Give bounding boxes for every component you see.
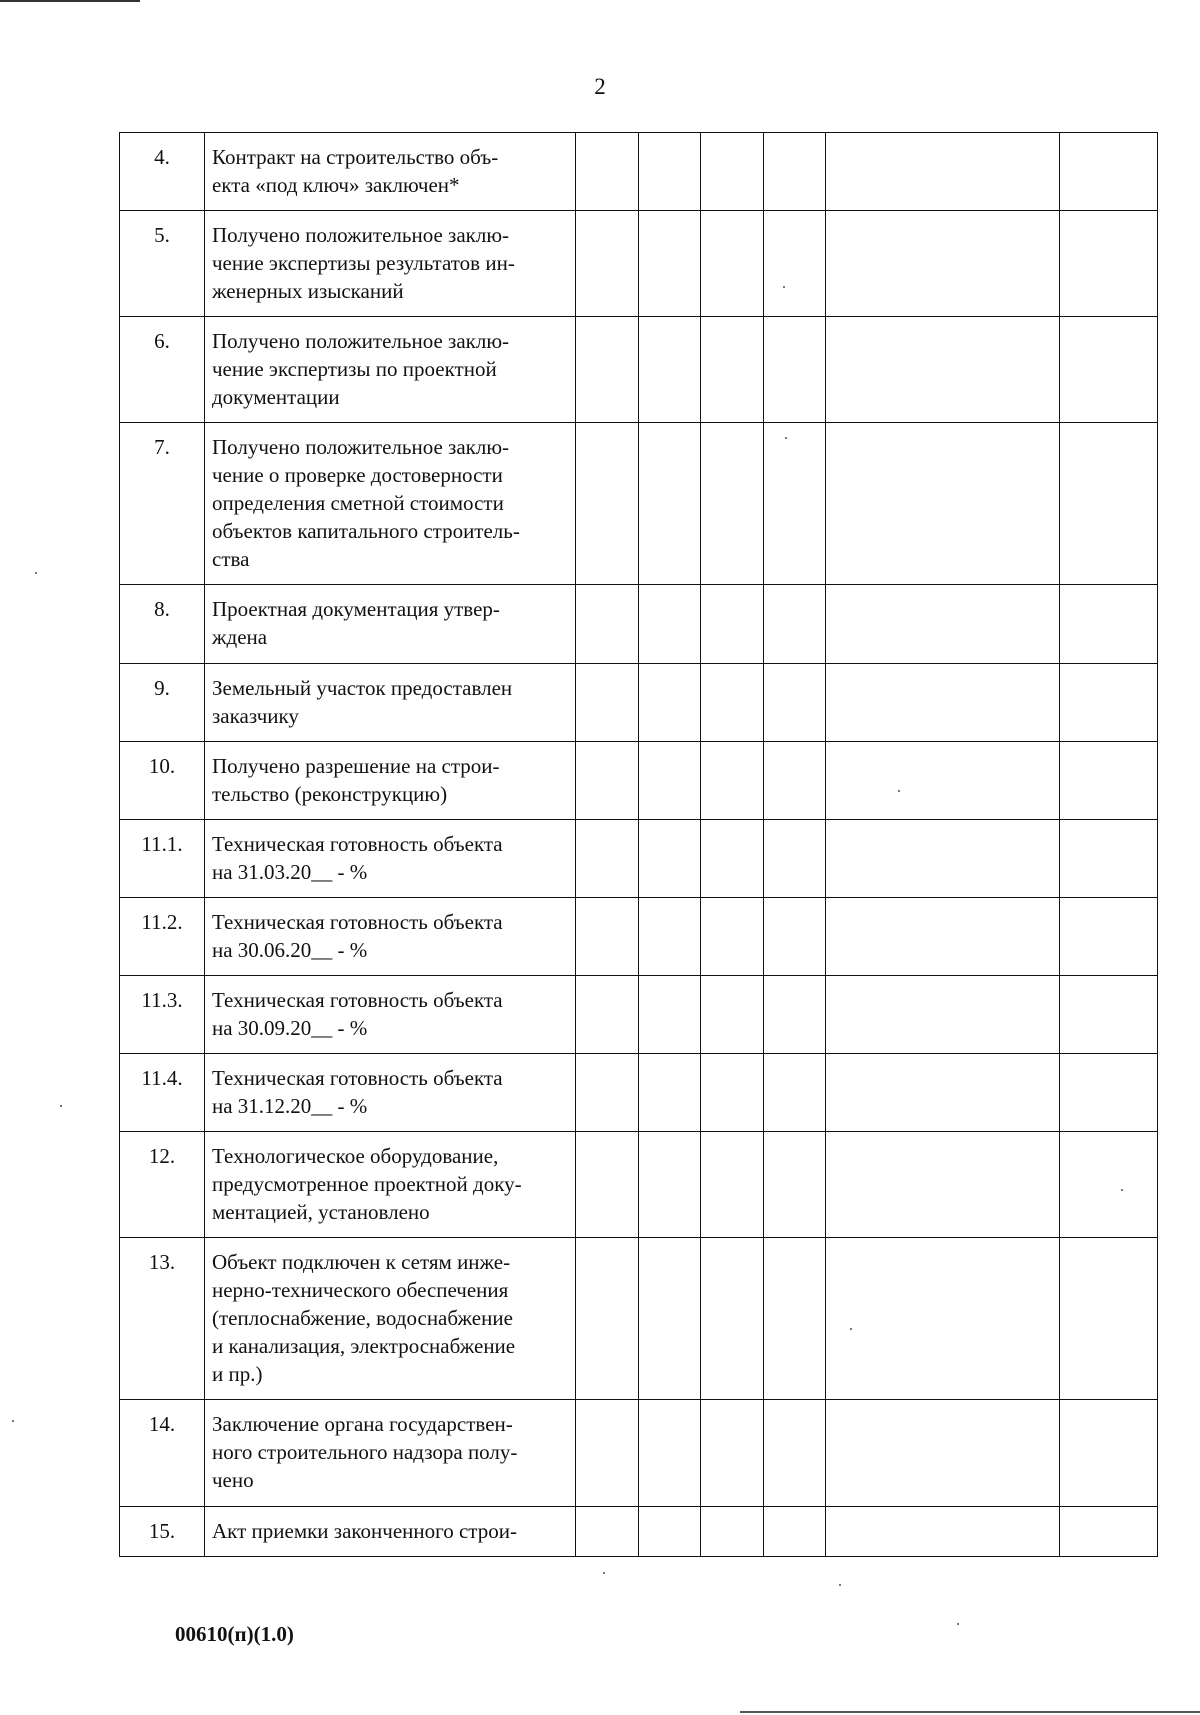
empty-cell — [701, 820, 764, 898]
table-row — [120, 1400, 1158, 1507]
empty-cell — [639, 317, 701, 423]
empty-cell — [764, 898, 826, 976]
empty-cell — [701, 898, 764, 976]
empty-cell — [1060, 211, 1158, 317]
empty-cell — [764, 820, 826, 898]
empty-cell — [826, 898, 1060, 976]
empty-cell — [576, 664, 639, 742]
empty-cell — [701, 742, 764, 820]
empty-cell — [1060, 423, 1158, 585]
empty-cell — [639, 898, 701, 976]
table-row — [120, 664, 1158, 742]
row-number: 7. — [120, 423, 205, 585]
empty-cell — [1060, 820, 1158, 898]
scan-speck — [785, 437, 787, 439]
empty-cell — [576, 898, 639, 976]
row-description: Акт приемки законченного строи- — [205, 1507, 576, 1557]
empty-cell — [576, 317, 639, 423]
empty-cell — [639, 1507, 701, 1557]
empty-cell — [826, 742, 1060, 820]
empty-cell — [576, 1507, 639, 1557]
empty-cell — [1060, 742, 1158, 820]
empty-cell — [826, 1054, 1060, 1132]
empty-cell — [639, 742, 701, 820]
empty-cell — [764, 133, 826, 211]
empty-cell — [639, 664, 701, 742]
table-row — [120, 211, 1158, 317]
empty-cell — [764, 423, 826, 585]
page-number: 2 — [594, 74, 606, 99]
row-description: Получено положительное заклю- чение экспертизы по проектной документации — [205, 317, 576, 423]
empty-cell — [576, 820, 639, 898]
row-description: Объект подключен к сетям инже- нерно-технического обеспечения (теплоснабжение, водоснабжение и канализация, электроснабжение и пр.) — [205, 1238, 576, 1400]
row-number: 14. — [120, 1400, 205, 1507]
empty-cell — [639, 423, 701, 585]
table-row — [120, 133, 1158, 211]
scan-speck — [35, 572, 37, 574]
empty-cell — [576, 585, 639, 664]
empty-cell — [1060, 585, 1158, 664]
row-description: Проектная документация утвер- ждена — [205, 585, 576, 664]
empty-cell — [701, 1400, 764, 1507]
empty-cell — [1060, 664, 1158, 742]
empty-cell — [701, 423, 764, 585]
row-description: Техническая готовность объекта на 30.06.20__ - % — [205, 898, 576, 976]
empty-cell — [764, 742, 826, 820]
table-row — [120, 585, 1158, 664]
empty-cell — [576, 1054, 639, 1132]
empty-cell — [764, 585, 826, 664]
table-row — [120, 1132, 1158, 1238]
table-row — [120, 1507, 1158, 1557]
empty-cell — [576, 423, 639, 585]
empty-cell — [1060, 1238, 1158, 1400]
row-number: 8. — [120, 585, 205, 664]
empty-cell — [639, 133, 701, 211]
row-number: 11.3. — [120, 976, 205, 1054]
empty-cell — [764, 664, 826, 742]
empty-cell — [576, 742, 639, 820]
scan-speck — [898, 790, 900, 792]
empty-cell — [576, 1132, 639, 1238]
row-number: 12. — [120, 1132, 205, 1238]
empty-cell — [639, 1132, 701, 1238]
empty-cell — [1060, 898, 1158, 976]
empty-cell — [576, 976, 639, 1054]
empty-cell — [764, 211, 826, 317]
empty-cell — [1060, 133, 1158, 211]
row-number: 5. — [120, 211, 205, 317]
row-number: 11.1. — [120, 820, 205, 898]
empty-cell — [576, 1400, 639, 1507]
empty-cell — [576, 133, 639, 211]
empty-cell — [701, 664, 764, 742]
empty-cell — [701, 585, 764, 664]
empty-cell — [701, 1507, 764, 1557]
row-description: Техническая готовность объекта на 30.09.20__ - % — [205, 976, 576, 1054]
empty-cell — [639, 1400, 701, 1507]
row-description: Земельный участок предоставлен заказчику — [205, 664, 576, 742]
empty-cell — [701, 317, 764, 423]
scan-speck — [12, 1420, 14, 1422]
scan-speck — [957, 1623, 959, 1625]
scan-speck — [839, 1584, 841, 1586]
empty-cell — [826, 317, 1060, 423]
empty-cell — [639, 976, 701, 1054]
empty-cell — [826, 976, 1060, 1054]
empty-cell — [701, 976, 764, 1054]
progress-table — [119, 132, 1158, 1557]
row-number: 4. — [120, 133, 205, 211]
empty-cell — [764, 1507, 826, 1557]
empty-cell — [701, 133, 764, 211]
empty-cell — [826, 585, 1060, 664]
form-code: 00610(п)(1.0) — [175, 1622, 294, 1646]
empty-cell — [1060, 976, 1158, 1054]
empty-cell — [576, 211, 639, 317]
empty-cell — [826, 1507, 1060, 1557]
row-number: 6. — [120, 317, 205, 423]
empty-cell — [764, 1400, 826, 1507]
empty-cell — [826, 1400, 1060, 1507]
empty-cell — [639, 820, 701, 898]
scan-speck — [783, 286, 785, 288]
empty-cell — [701, 1132, 764, 1238]
table-row — [120, 820, 1158, 898]
row-description: Технологическое оборудование, предусмотренное проектной доку- ментацией, установлено — [205, 1132, 576, 1238]
empty-cell — [826, 820, 1060, 898]
empty-cell — [1060, 1132, 1158, 1238]
empty-cell — [826, 1132, 1060, 1238]
row-description: Техническая готовность объекта на 31.12.20__ - % — [205, 1054, 576, 1132]
empty-cell — [701, 211, 764, 317]
scan-speck — [603, 1572, 605, 1574]
table-row — [120, 1054, 1158, 1132]
row-number: 13. — [120, 1238, 205, 1400]
table-row — [120, 976, 1158, 1054]
table-row — [120, 423, 1158, 585]
empty-cell — [639, 1238, 701, 1400]
table-row — [120, 317, 1158, 423]
empty-cell — [1060, 1507, 1158, 1557]
empty-cell — [826, 423, 1060, 585]
empty-cell — [764, 976, 826, 1054]
scan-speck — [60, 1105, 62, 1107]
row-description: Получено положительное заклю- чение экспертизы результатов ин- женерных изысканий — [205, 211, 576, 317]
empty-cell — [576, 1238, 639, 1400]
row-description: Контракт на строительство объ- екта «под ключ» заключен* — [205, 133, 576, 211]
scan-speck — [1121, 1189, 1123, 1191]
scan-edge-bottom — [740, 1711, 1200, 1713]
row-number: 9. — [120, 664, 205, 742]
empty-cell — [639, 585, 701, 664]
table-row — [120, 1238, 1158, 1400]
scan-edge-top — [0, 0, 140, 2]
empty-cell — [639, 1054, 701, 1132]
scan-speck — [850, 1328, 852, 1330]
row-number: 11.4. — [120, 1054, 205, 1132]
empty-cell — [1060, 1400, 1158, 1507]
empty-cell — [1060, 1054, 1158, 1132]
empty-cell — [764, 1132, 826, 1238]
row-number: 15. — [120, 1507, 205, 1557]
empty-cell — [1060, 317, 1158, 423]
empty-cell — [701, 1054, 764, 1132]
row-description: Получено разрешение на строи- тельство (реконструкцию) — [205, 742, 576, 820]
row-number: 10. — [120, 742, 205, 820]
empty-cell — [639, 211, 701, 317]
empty-cell — [764, 317, 826, 423]
row-number: 11.2. — [120, 898, 205, 976]
empty-cell — [826, 664, 1060, 742]
empty-cell — [826, 1238, 1060, 1400]
empty-cell — [764, 1054, 826, 1132]
row-description: Получено положительное заклю- чение о проверке достоверности определения сметной стоимости объектов капитального строитель- ства — [205, 423, 576, 585]
row-description: Заключение органа государствен- ного строительного надзора полу- чено — [205, 1400, 576, 1507]
table-row — [120, 898, 1158, 976]
empty-cell — [826, 211, 1060, 317]
empty-cell — [764, 1238, 826, 1400]
empty-cell — [826, 133, 1060, 211]
empty-cell — [701, 1238, 764, 1400]
row-description: Техническая готовность объекта на 31.03.20__ - % — [205, 820, 576, 898]
table-row — [120, 742, 1158, 820]
